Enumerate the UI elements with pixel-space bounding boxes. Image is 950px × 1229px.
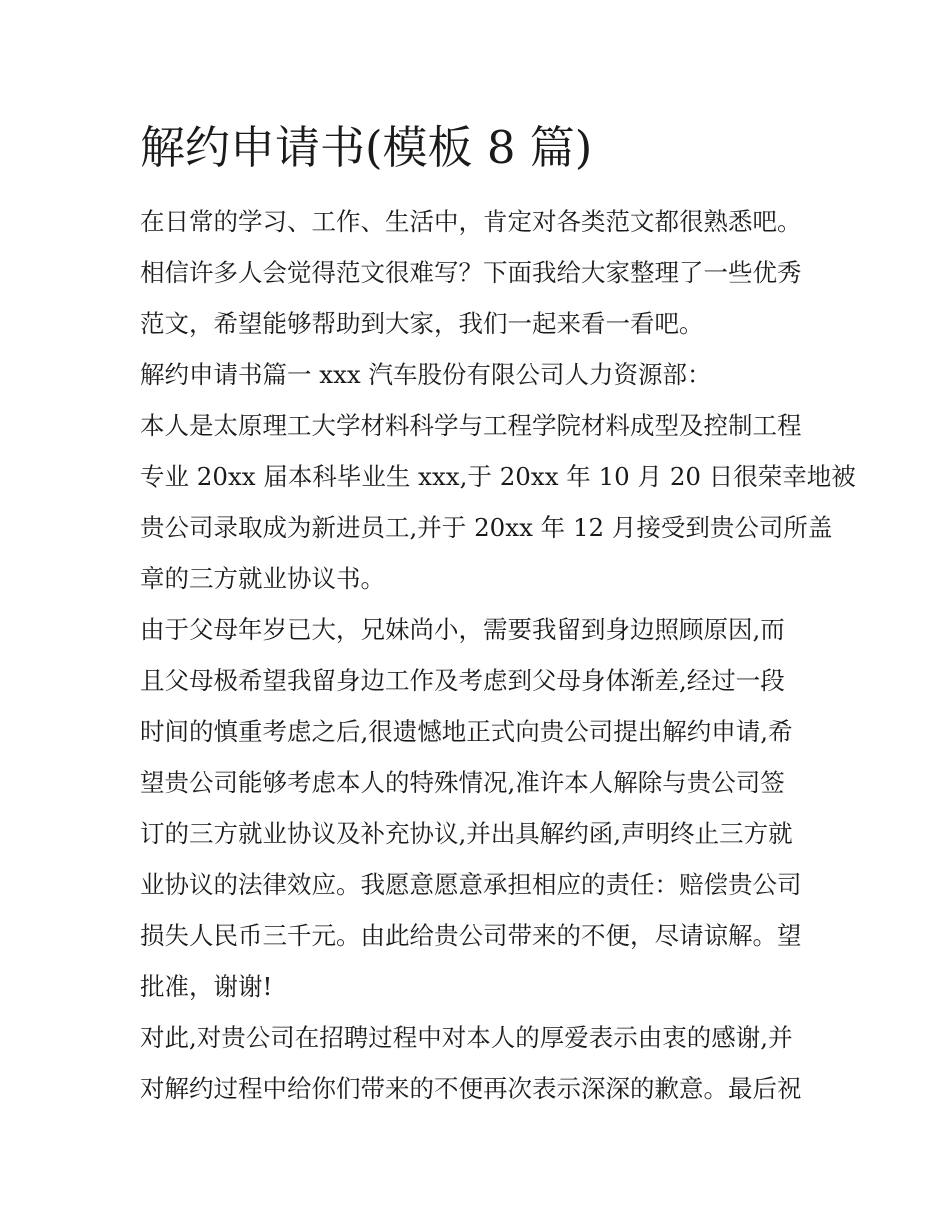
text-line: 在日常的学习、工作、生活中，肯定对各类范文都很熟悉吧。: [140, 207, 802, 236]
text-line: 批准，谢谢!: [140, 972, 273, 1001]
text-line: 相信许多人会觉得范文很难写？下面我给大家整理了一些优秀: [140, 258, 802, 287]
text-line: 对解约过程中给你们带来的不便再次表示深深的歉意。最后祝: [140, 1074, 802, 1103]
text-line: 解约申请书篇一 xxx 汽车股份有限公司人力资源部：: [140, 360, 712, 389]
text-line: 订的三方就业协议及补充协议,并出具解约函,声明终止三方就: [140, 819, 793, 848]
text-line: 时间的慎重考虑之后,很遗憾地正式向贵公司提出解约申请,希: [140, 717, 793, 746]
text-line: 对此,对贵公司在招聘过程中对本人的厚爱表示由衷的感谢,并: [140, 1023, 793, 1052]
text-line: 损失人民币三千元。由此给贵公司带来的不便，尽请谅解。望: [140, 921, 802, 950]
text-line: 贵公司录取成为新进员工,并于 20xx 年 12 月接受到贵公司所盖: [140, 513, 833, 542]
text-line: 本人是太原理工大学材料科学与工程学院材料成型及控制工程: [140, 411, 802, 440]
text-line: 由于父母年岁已大，兄妹尚小，需要我留到身边照顾原因,而: [140, 615, 785, 644]
document-body: [140, 196, 856, 1114]
text-line: 业协议的法律效应。我愿意愿意承担相应的责任：赔偿贵公司: [140, 870, 802, 899]
paragraph-thanks: [140, 1012, 815, 1114]
text-line: 专业 20xx 届本科毕业生 xxx,于 20xx 年 10 月 20 日很荣幸地被: [140, 462, 856, 491]
text-line: 范文，希望能够帮助到大家，我们一起来看一看吧。: [140, 309, 704, 338]
paragraph-intro: [140, 196, 815, 349]
paragraph-reason: [140, 604, 815, 1012]
text-line: 且父母极希望我留身边工作及考虑到父母身体渐差,经过一段: [140, 666, 785, 695]
text-line: 望贵公司能够考虑本人的特殊情况,准许本人解除与贵公司签: [140, 768, 785, 797]
paragraph-self-introduction: [140, 400, 856, 604]
document-title: 解约申请书(模板 8 篇): [140, 121, 593, 174]
paragraph-salutation: [140, 349, 815, 400]
text-line: 章的三方就业协议书。: [140, 564, 385, 593]
